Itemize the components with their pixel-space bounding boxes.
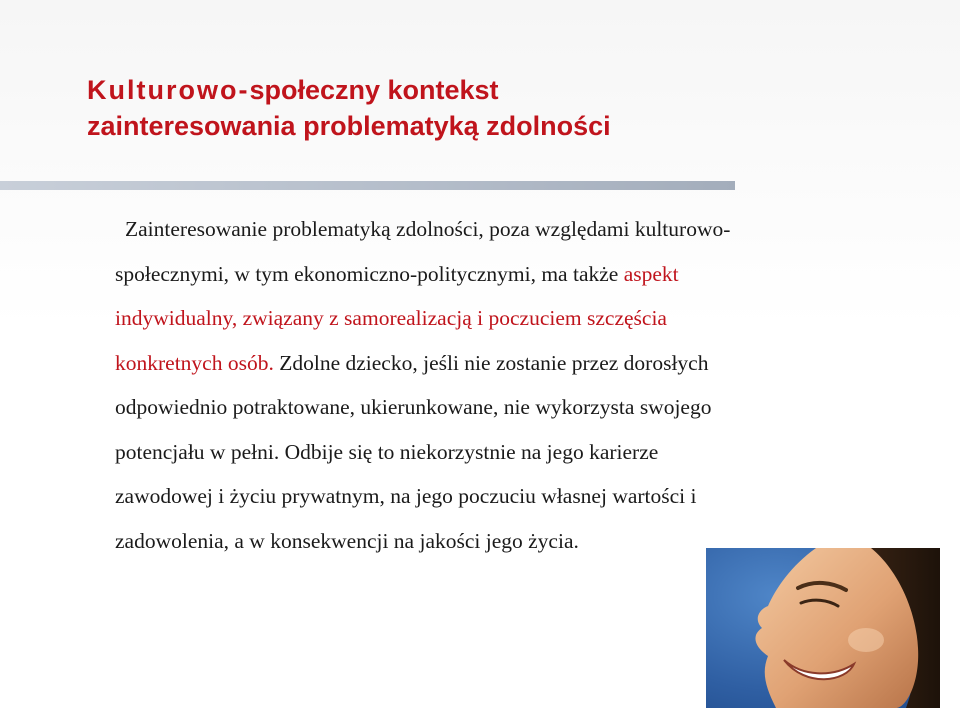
paragraph-line-4	[115, 341, 925, 386]
body-paragraph	[115, 207, 925, 563]
title-divider	[0, 181, 735, 190]
smiling-woman-photo	[706, 548, 940, 708]
paragraph-line-2-text: społecznymi, w tym ekonomiczno-politycznymi, ma także	[115, 261, 624, 286]
paragraph-line-7: zawodowej i życiu prywatnym, na jego poczuciu własnej wartości i	[115, 484, 697, 508]
paragraph-line-5: odpowiednio potraktowane, ukierunkowane, nie wykorzysta swojego	[115, 395, 712, 419]
paragraph-line-2	[115, 252, 925, 297]
paragraph-line-1: Zainteresowanie problematyką zdolności, poza względami kulturowo-	[125, 217, 731, 241]
title-line-1	[87, 72, 887, 108]
title-line-1-prefix: Kulturowo-	[87, 75, 250, 105]
slide-title	[87, 72, 887, 144]
cheek-highlight	[848, 628, 884, 652]
paragraph-highlight-aspekt: aspekt	[623, 261, 679, 286]
paragraph-line-6: potencjału w pełni. Odbije się to niekorzystnie na jego karierze	[115, 439, 659, 464]
paragraph-line-8: zadowolenia, a w konsekwencji na jakości jego życia.	[115, 528, 579, 553]
title-line-2: zainteresowania problematyką zdolności	[87, 111, 611, 141]
paragraph-highlight-osob: konkretnych osób.	[115, 350, 274, 375]
paragraph-line-4-text: Zdolne dziecko, jeśli nie zostanie przez dorosłych	[273, 350, 709, 375]
smiling-woman-illustration	[706, 548, 940, 708]
title-line-1-suffix: społeczny kontekst	[249, 75, 499, 105]
paragraph-line-3-highlight: indywidualny, związany z samorealizacją i poczuciem szczęścia	[115, 306, 667, 330]
